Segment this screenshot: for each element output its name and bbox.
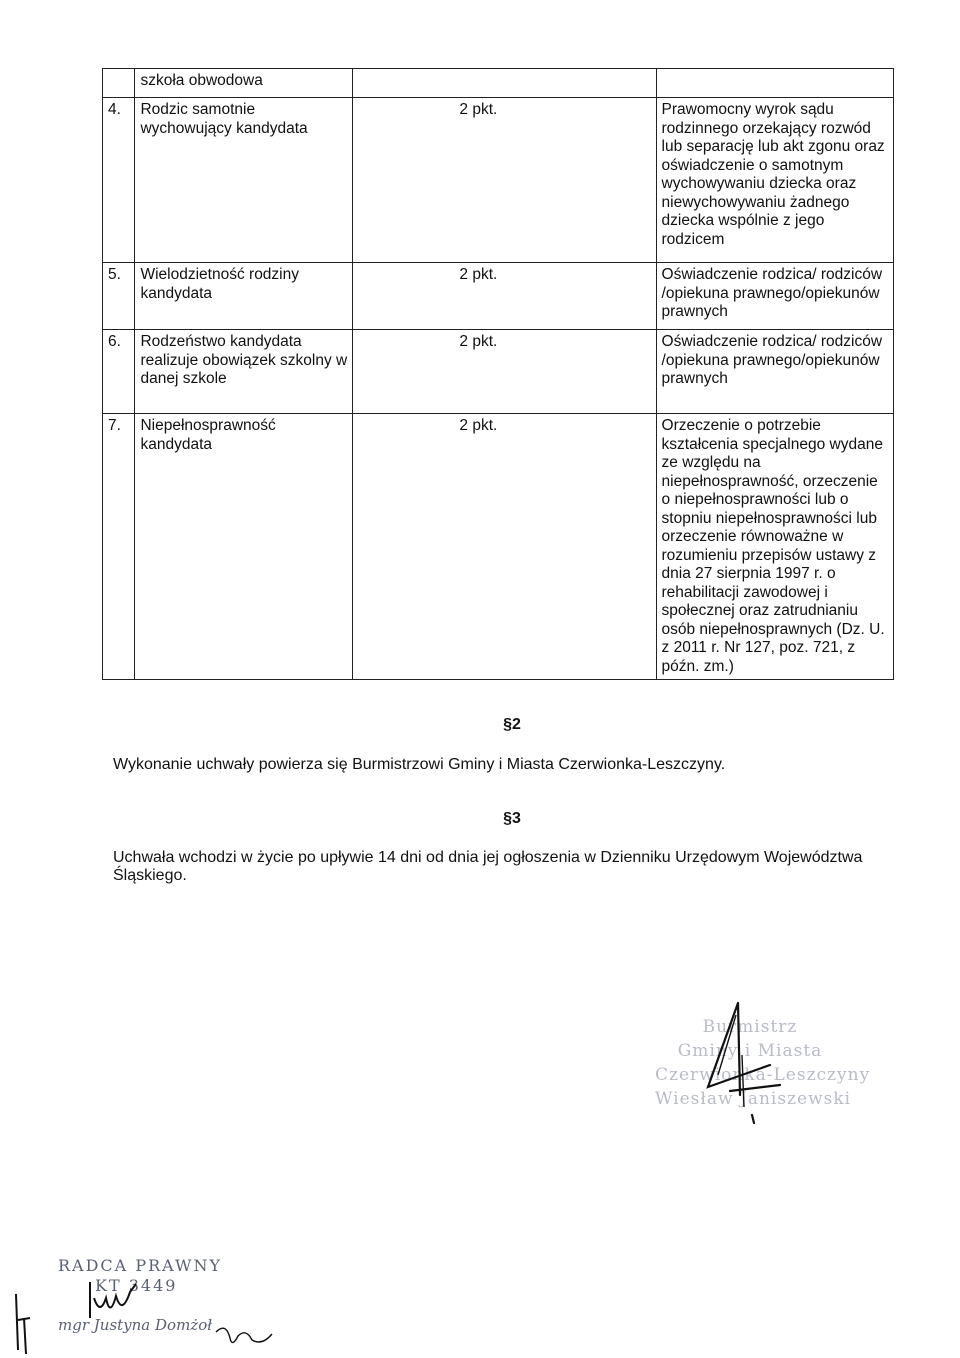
document-cell: Orzeczenie o potrzebie kształcenia specjalnego wydane ze względu na niepełnosprawność, orzeczenie o niepełnosprawności lub o stopniu niepełnosprawności lub orzeczenie równoważne w rozumieniu przepisów ustawy z dnia 27 sierpnia 1997 r. o rehabilitacji zawodowej i społecznej oraz zatrudnianiu osób niepełnosprawnych (Dz. U. z 2011 r. Nr 127, poz. 721, z późn. zm.) — [656, 414, 893, 680]
legal-stamp-number: KT 3449 — [95, 1276, 178, 1295]
stamp-line: Wiesław Janiszewski — [655, 1089, 852, 1109]
mayor-signature — [700, 995, 790, 1125]
stamp-line: Burmistrz — [702, 1017, 798, 1037]
table-row — [103, 330, 894, 414]
points-cell: 2 pkt. — [353, 98, 656, 263]
legal-stamp-name: mgr Justyna Domżoł — [58, 1316, 213, 1334]
points-cell: 2 pkt. — [353, 263, 656, 330]
row-number: 6. — [103, 330, 135, 414]
criterion-cell: Wielodzietność rodziny kandydata — [135, 263, 353, 330]
row-number: 7. — [103, 414, 135, 680]
section-2-text: Wykonanie uchwały powierza się Burmistrzowi Gminy i Miasta Czerwionka-Leszczyny. — [113, 756, 726, 773]
legal-signature — [60, 1278, 160, 1328]
row-number: 4. — [103, 98, 135, 263]
table-header-fragment: szkoła obwodowa — [135, 69, 353, 98]
stamp-line: Czerwionka-Leszczyny — [655, 1065, 871, 1085]
points-cell: 2 pkt. — [353, 330, 656, 414]
document-cell: Oświadczenie rodzica/ rodziców /opiekuna prawnego/opiekunów prawnych — [656, 330, 893, 414]
criterion-cell: Niepełnosprawność kandydata — [135, 414, 353, 680]
section-3-text: Uchwała wchodzi w życie po upływie 14 dni od dnia jej ogłoszenia w Dzienniku Urzędowym Województwa Śląskiego. — [113, 849, 863, 884]
initials-signature — [212, 1318, 278, 1352]
table-row — [103, 263, 894, 330]
table-row — [103, 98, 894, 263]
document-cell: Prawomocny wyrok sądu rodzinnego orzekający rozwód lub separację lub akt zgonu oraz oświadczenie o samotnym wychowywaniu dziecka oraz niewychowywaniu żadnego dziecka wspólnie z jego rodzicem — [656, 98, 893, 263]
document-cell: Oświadczenie rodzica/ rodziców /opiekuna prawnego/opiekunów prawnych — [656, 263, 893, 330]
section-2-mark: §2 — [503, 716, 521, 733]
section-3-mark: §3 — [503, 810, 521, 827]
criterion-cell: Rodzic samotnie wychowujący kandydata — [135, 98, 353, 263]
row-number: 5. — [103, 263, 135, 330]
criterion-cell: Rodzeństwo kandydata realizuje obowiązek szkolny w danej szkole — [135, 330, 353, 414]
table-row — [103, 69, 894, 98]
legal-stamp-title: RADCA PRAWNY — [58, 1256, 223, 1275]
criteria-table — [102, 68, 894, 680]
table-row — [103, 414, 894, 680]
stamp-line: Gminy i Miasta — [677, 1041, 823, 1061]
margin-signature-mark — [8, 1290, 38, 1356]
points-cell: 2 pkt. — [353, 414, 656, 680]
